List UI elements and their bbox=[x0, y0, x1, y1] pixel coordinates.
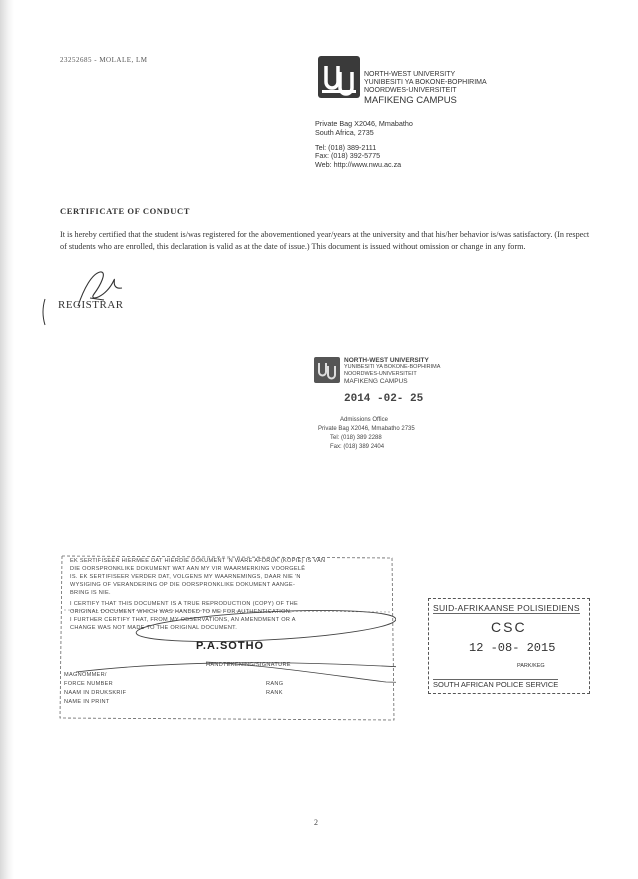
campus-stamp-office: Admissions Office bbox=[340, 417, 388, 423]
university-name-en: NORTH-WEST UNIVERSITY bbox=[364, 71, 456, 78]
field-name-af: NAAM IN DRUKSKRIF bbox=[64, 690, 127, 696]
campus-name: MAFIKENG CAMPUS bbox=[364, 95, 457, 106]
afrikaans-line-5: BRING IS NIE. bbox=[70, 590, 111, 596]
campus-stamp-tel: Tel: (018) 389 2288 bbox=[330, 435, 382, 441]
campus-stamp bbox=[290, 355, 470, 465]
margin-mark-icon bbox=[40, 298, 46, 326]
university-logo-icon bbox=[318, 56, 360, 98]
registrar-label: REGISTRAR bbox=[58, 299, 124, 311]
university-name-af: NOORDWES-UNIVERSITEIT bbox=[364, 87, 457, 94]
english-line-4: CHANGE WAS NOT MADE TO THE ORIGINAL DOCUMENT. bbox=[70, 625, 238, 631]
certificate-title: CERTIFICATE OF CONDUCT bbox=[60, 206, 191, 216]
scan-shadow-edge bbox=[0, 0, 14, 879]
english-line-3: I FURTHER CERTIFY THAT, FROM MY OBSERVATIONS, AN AMENDMENT OR A bbox=[70, 617, 296, 623]
campus-stamp-date: 2014 -02- 25 bbox=[344, 393, 424, 405]
afrikaans-line-3: IS. EK SERTIFISEER VERDER DAT, VOLGENS MY WAARNEMINGS, DAAR NIE 'N bbox=[70, 574, 301, 580]
saps-stamp-date: 12 -08- 2015 bbox=[469, 641, 556, 655]
campus-stamp-address: Private Bag X2046, Mmabatho 2735 bbox=[318, 426, 415, 432]
afrikaans-line-4: WYSIGING OF VERANDERING OP DIE OORSPRONKLIKE DOKUMENT AANGE- bbox=[70, 582, 296, 588]
afrikaans-line-1: EK SERTIFISEER HIERMEE DAT HIERDIE DOKUMENT 'N WARE AFDRUK (KOPIE) IS VAN bbox=[70, 558, 326, 564]
field-rank: RANK bbox=[266, 690, 283, 696]
certified-copy-stamp bbox=[56, 554, 396, 722]
field-rang: RANG bbox=[266, 681, 284, 687]
field-force-number: FORCE NUMBER bbox=[64, 681, 113, 687]
campus-stamp-line-1: NORTH-WEST UNIVERSITY bbox=[344, 357, 429, 364]
english-line-2: ORIGINAL DOCUMENT WHICH WAS HANDED TO ME FOR AUTHENTICATION. bbox=[70, 609, 292, 615]
english-line-1: I CERTIFY THAT THIS DOCUMENT IS A TRUE REPRODUCTION (COPY) OF THE bbox=[70, 601, 299, 607]
contact-block bbox=[315, 120, 413, 170]
student-reference: 23252685 - MOLALE, LM bbox=[60, 56, 148, 64]
telephone: Tel: (018) 389-2111 bbox=[315, 142, 377, 152]
campus-stamp-line-2: YUNIBESITI YA BOKONE-BOPHIRIMA bbox=[344, 364, 441, 370]
campus-stamp-line-4: MAFIKENG CAMPUS bbox=[344, 378, 408, 385]
saps-stamp-top: SUID-AFRIKAANSE POLISIEDIENS bbox=[433, 603, 580, 613]
saps-stamp-place: PARK/KEG bbox=[517, 663, 545, 669]
saps-stamp-bottom: SOUTH AFRICAN POLICE SERVICE bbox=[433, 680, 559, 689]
address-line-2: South Africa, 2735 bbox=[315, 127, 374, 137]
website: Web: http://www.nwu.ac.za bbox=[315, 160, 402, 170]
handwritten-officer-name: P.A.SOTHO bbox=[196, 640, 265, 652]
field-name-print: NAME IN PRINT bbox=[64, 699, 110, 705]
afrikaans-line-2: DIE OORSPRONKLIKE DOKUMENT WAT AAN MY VIR WAARMERKING VOORGELÊ bbox=[70, 566, 306, 572]
address-line-1: Private Bag X2046, Mmabatho bbox=[315, 119, 413, 128]
certificate-body: It is hereby certified that the student is/was registered for the abovementioned year/years at the university and that his/her behavior is/was satisfactory. (In respect of students who are enrolled, this declaration is valid as at the date of issue.) This document is issued without omission or change in any form. bbox=[60, 230, 590, 251]
field-force-number-af: MAGNOMMER/ bbox=[64, 672, 107, 678]
page-number: 2 bbox=[314, 818, 318, 827]
stamp-logo-icon bbox=[314, 357, 340, 383]
university-names bbox=[364, 71, 487, 106]
signature-label: HANDTEKENING/SIGNATURE bbox=[206, 662, 291, 668]
saps-stamp-unit: CSC bbox=[491, 619, 527, 635]
campus-stamp-fax: Fax: (018) 389 2404 bbox=[330, 444, 385, 450]
university-name-tn: YUNIBESITI YA BOKONE-BOPHIRIMA bbox=[364, 79, 487, 86]
fax: Fax: (018) 392-5775 bbox=[315, 151, 381, 161]
campus-stamp-line-3: NOORDWES-UNIVERSITEIT bbox=[344, 371, 417, 377]
police-service-stamp bbox=[428, 598, 590, 694]
